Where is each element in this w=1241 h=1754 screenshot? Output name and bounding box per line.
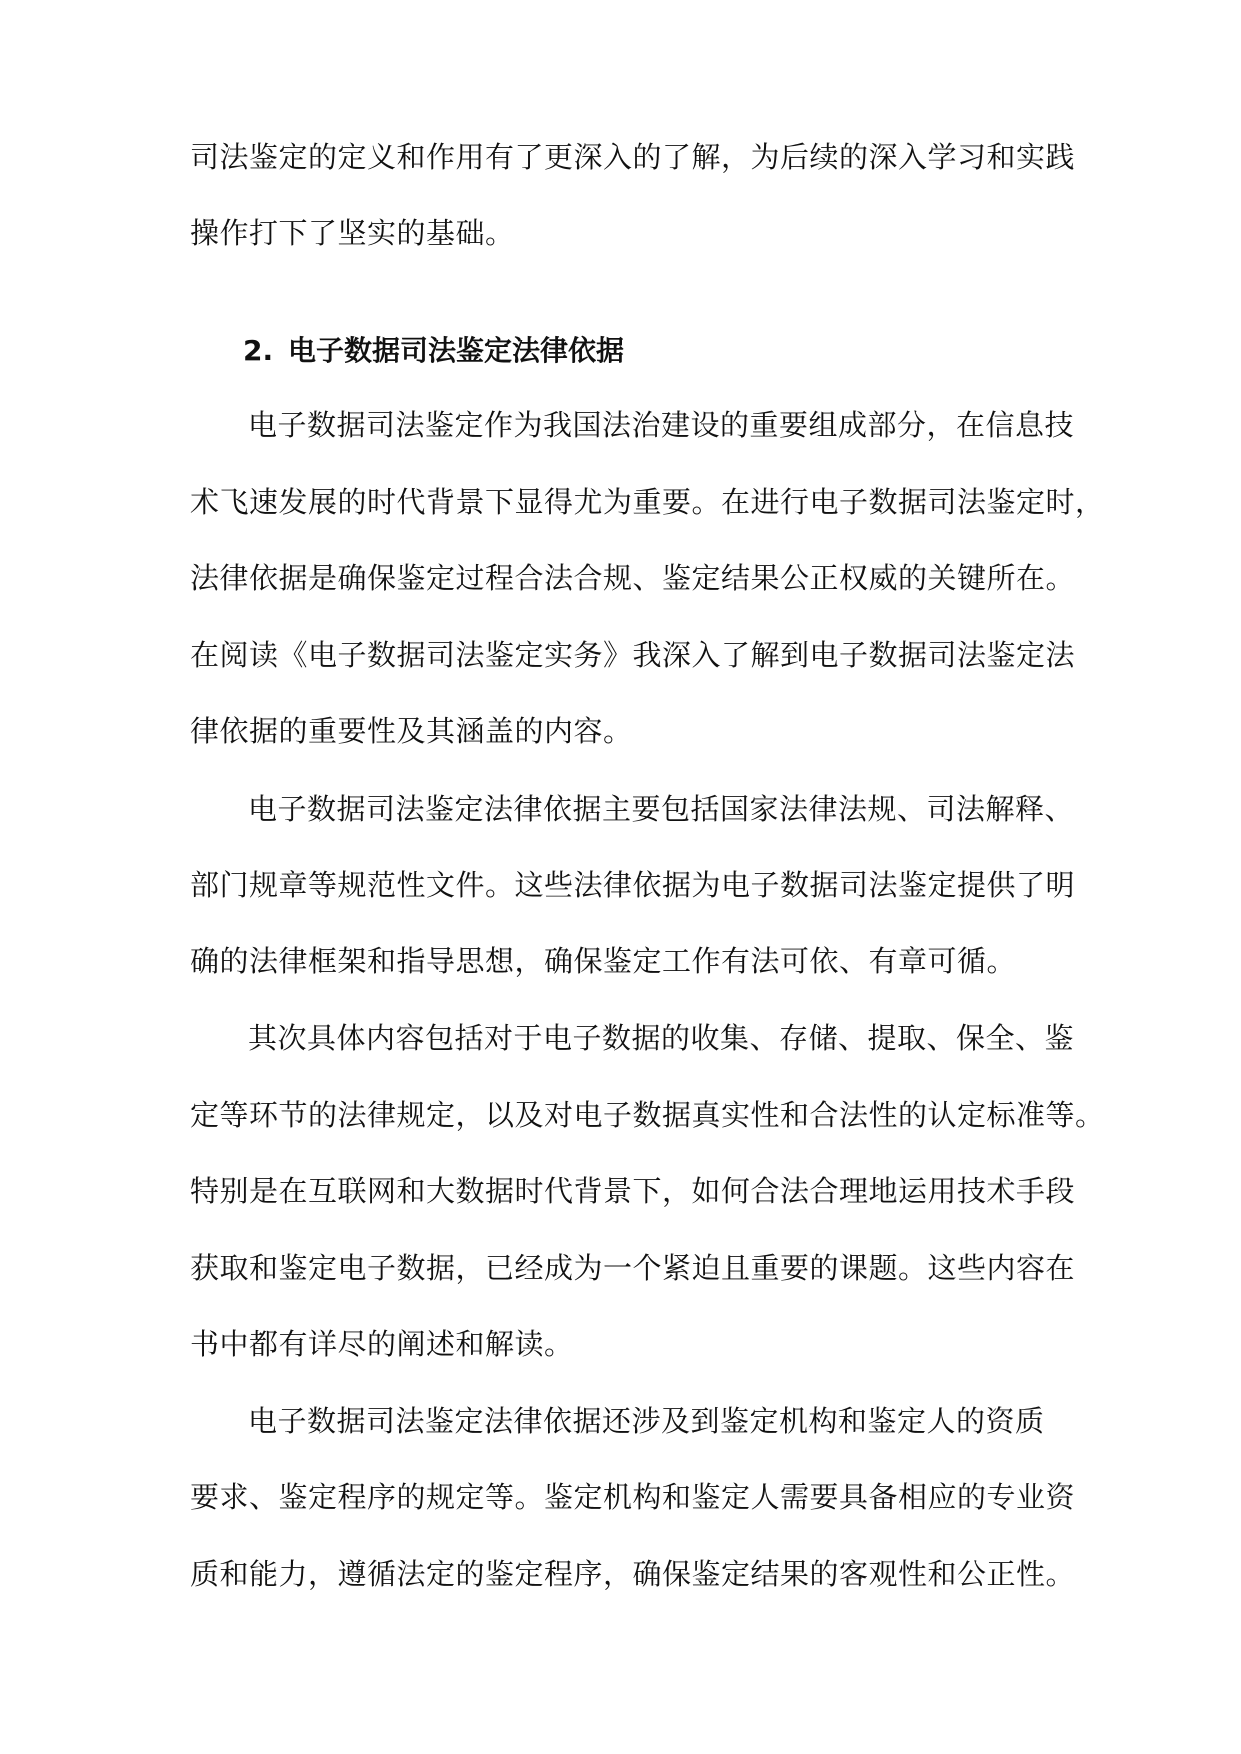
paragraph-line: 律依据的重要性及其涵盖的内容。	[190, 714, 633, 748]
paragraph-line: 部门规章等规范性文件。这些法律依据为电子数据司法鉴定提供了明	[190, 868, 1076, 902]
paragraph-line: 术飞速发展的时代背景下显得尤为重要。在进行电子数据司法鉴定时，	[190, 485, 1105, 519]
paragraph-line: 电子数据司法鉴定法律依据还涉及到鉴定机构和鉴定人的资质	[248, 1404, 1045, 1438]
paragraph-line: 在阅读《电子数据司法鉴定实务》我深入了解到电子数据司法鉴定法	[190, 638, 1076, 672]
paragraph-line: 司法鉴定的定义和作用有了更深入的了解，为后续的深入学习和实践	[190, 140, 1076, 174]
paragraph-line: 书中都有详尽的阐述和解读。	[190, 1327, 574, 1361]
section-title: 电子数据司法鉴定法律依据	[288, 334, 625, 367]
paragraph-line: 质和能力，遵循法定的鉴定程序，确保鉴定结果的客观性和公正性。	[190, 1557, 1076, 1591]
paragraph-line: 获取和鉴定电子数据，已经成为一个紧迫且重要的课题。这些内容在	[190, 1251, 1076, 1285]
paragraph-line: 操作打下了坚实的基础。	[190, 216, 515, 250]
paragraph-line: 电子数据司法鉴定法律依据主要包括国家法律法规、司法解释、	[248, 792, 1075, 826]
paragraph-line: 确的法律框架和指导思想，确保鉴定工作有法可依、有章可循。	[190, 944, 1017, 978]
paragraph-line: 法律依据是确保鉴定过程合法合规、鉴定结果公正权威的关键所在。	[190, 561, 1076, 595]
paragraph-line: 电子数据司法鉴定作为我国法治建设的重要组成部分，在信息技	[248, 408, 1075, 442]
section-number: 2.	[243, 334, 274, 367]
paragraph-line: 要求、鉴定程序的规定等。鉴定机构和鉴定人需要具备相应的专业资	[190, 1480, 1076, 1514]
section-heading	[243, 331, 624, 371]
paragraph-line: 特别是在互联网和大数据时代背景下，如何合法合理地运用技术手段	[190, 1174, 1076, 1208]
paragraph-line: 其次具体内容包括对于电子数据的收集、存储、提取、保全、鉴	[248, 1021, 1075, 1055]
paragraph-line: 定等环节的法律规定，以及对电子数据真实性和合法性的认定标准等。	[190, 1098, 1105, 1132]
